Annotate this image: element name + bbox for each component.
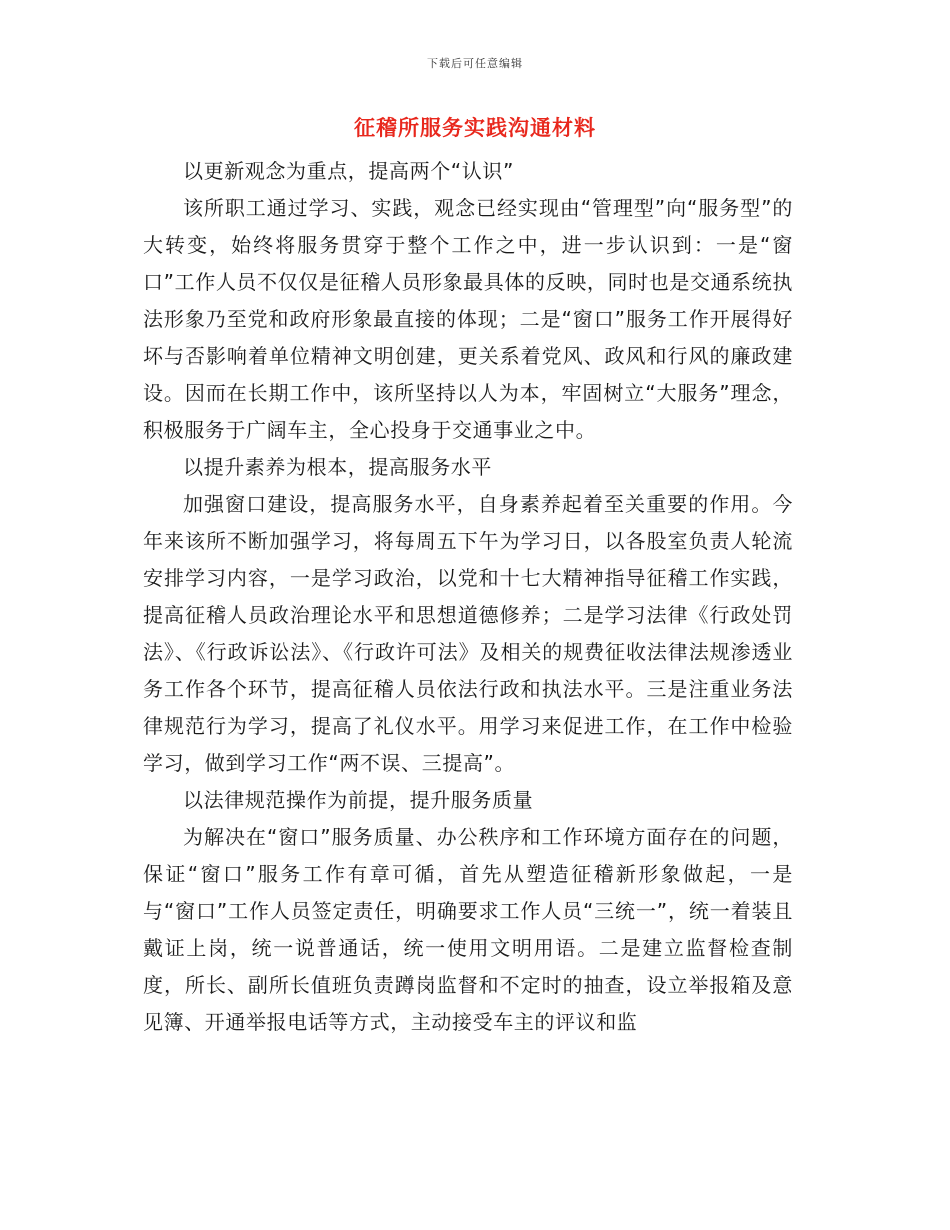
section-paragraph-3: 为解决在“窗口”服务质量、办公秩序和工作环境方面存在的问题，保证“窗口”服务工作有章可循，首先从塑造征稽新形象做起，一是与“窗口”工作人员签定责任，明确要求工作人员“三统一”，统一着装且戴证上岗，统一说普通话，统一使用文明用语。二是建立监督检查制度，所长、副所长值班负责蹲岗监督和不定时的抽查，设立举报箱及意见簿、开通举报电话等方式，主动接受车主的评议和监 [143,825,793,1034]
document-title: 征稽所服务实践沟通材料 [354,116,596,140]
header-note: 下载后可任意编辑 [427,57,523,70]
section-heading-2: 以提升素养为根本，提高服务水平 [183,455,492,479]
section-heading-1: 以更新观念为重点，提高两个“认识” [183,159,514,183]
section-paragraph-2: 加强窗口建设，提高服务水平，自身素养起着至关重要的作用。今年来该所不断加强学习，将每周五下午为学习日，以各股室负责人轮流安排学习内容，一是学习政治，以党和十七大精神指导征稽工作实践，提高征稽人员政治理论水平和思想道德修养；二是学习法律《行政处罚法》、《行政诉讼法》、《行政许可法》及相关的规费征收法律法规渗透业务工作各个环节，提高征稽人员依法行政和执法水平。三是注重业务法律规范行为学习，提高了礼仪水平。用学习来促进工作，在工作中检验学习，做到学习工作“两不误、三提高”。 [143,492,793,775]
section-paragraph-1: 该所职工通过学习、实践，观念已经实现由“管理型”向“服务型”的大转变，始终将服务贯穿于整个工作之中，进一步认识到：一是“窗口”工作人员不仅仅是征稽人员形象最具体的反映，同时也是交通系统执法形象乃至党和政府形象最直接的体现；二是“窗口”服务工作开展得好坏与否影响着单位精神文明创建，更关系着党风、政风和行风的廉政建设。因而在长期工作中，该所坚持以人为本，牢固树立“大服务”理念，积极服务于广阔车主，全心投身于交通事业之中。 [143,196,793,442]
section-heading-3: 以法律规范操作为前提，提升服务质量 [183,788,534,812]
document-body [143,153,793,1041]
